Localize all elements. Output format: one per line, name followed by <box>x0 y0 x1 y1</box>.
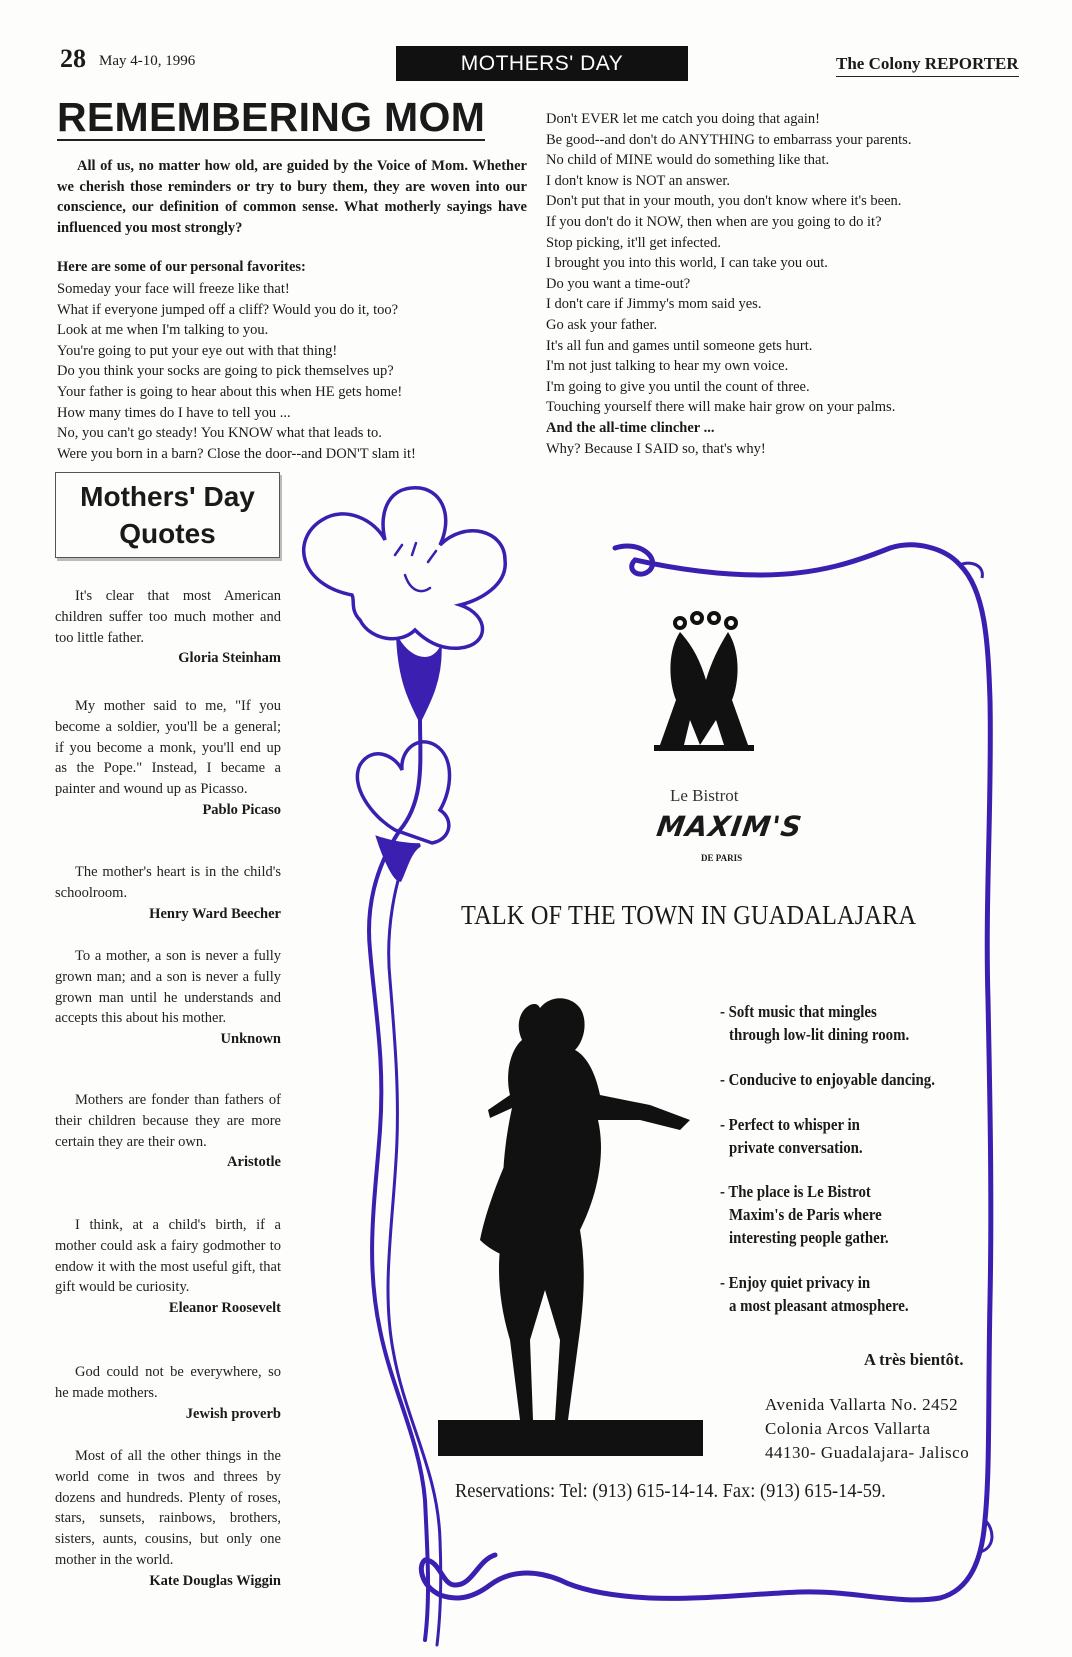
saying-item: Look at me when I'm talking to you. <box>57 322 269 339</box>
saying-item: What if everyone jumped off a cliff? Would you do it, too? <box>57 301 399 318</box>
flower-bud-lower <box>378 838 420 880</box>
saying-item: Don't EVER let me catch you doing that again! <box>546 111 821 127</box>
clincher-saying: Why? Because I SAID so, that's why! <box>546 440 766 457</box>
saying-item: Were you born in a barn? Close the door--and DON'T slam it! <box>57 445 416 462</box>
saying-item: I brought you into this world, I can take you out. <box>546 255 828 272</box>
quote-text: Most of all the other things in the world come in twos and threes by dozens and hundreds. Plenty of roses, stars, sunsets, rainbows, brothers, sisters, aunts, cousins, but only one mother in the world. <box>55 1448 281 1568</box>
quote-author: Unknown <box>220 1031 281 1048</box>
newspaper-name: The Colony REPORTER <box>836 54 1019 77</box>
clincher-heading: And the all-time clincher ... <box>546 419 715 436</box>
saying-item: Stop picking, it'll get infected. <box>546 234 721 251</box>
saying-item: Be good--and don't do ANYTHING to embarrass your parents. <box>546 131 912 148</box>
saying-item: I don't care if Jimmy's mom said yes. <box>546 296 762 313</box>
ad-feature-line: Maxim's de Paris where <box>729 1205 882 1224</box>
saying-item: No, you can't go steady! You KNOW what that leads to. <box>57 425 382 442</box>
ad-tagline: TALK OF THE TOWN IN GUADALAJARA <box>461 900 917 930</box>
saying-item: Your father is going to hear about this when HE gets home! <box>57 383 403 400</box>
ad-feature-line: private conversation. <box>729 1138 863 1157</box>
address-line: 44130- Guadalajara- Jalisco <box>765 1443 970 1462</box>
ad-signoff: A très bientôt. <box>864 1350 964 1369</box>
saying-item: Go ask your father. <box>546 316 658 333</box>
article-headline: REMEMBERING MOM <box>57 94 486 140</box>
address-line: Avenida Vallarta No. 2452 <box>765 1395 959 1414</box>
quote-author: Aristotle <box>227 1154 281 1171</box>
ad-feature-item <box>720 1180 889 1249</box>
ad-feature-line: - Conducive to enjoyable dancing. <box>720 1070 935 1089</box>
ad-feature-line: interesting people gather. <box>729 1228 889 1247</box>
page-number: 28 <box>60 44 86 73</box>
ad-feature-line: - Soft music that mingles <box>720 1002 877 1021</box>
quote-text: My mother said to me, "If you become a soldier, you'll be a general; if you become a monk, you'll end up as the Pope." Instead, I became a painter and wound up as Picasso. <box>55 698 281 798</box>
quote-text: It's clear that most American children suffer too much mother and too little father. <box>55 588 281 646</box>
ad-feature-line: a most pleasant atmosphere. <box>729 1296 909 1315</box>
saying-item: Don't put that in your mouth, you don't know where it's been. <box>546 193 902 210</box>
quote-author: Henry Ward Beecher <box>149 905 281 922</box>
quotes-title-line1: Mothers' Day <box>80 481 255 512</box>
quote-author: Jewish proverb <box>185 1405 281 1422</box>
saying-item: I'm not just talking to hear my own voice. <box>546 358 789 375</box>
quote-text: The mother's heart is in the child's schoolroom. <box>55 864 281 901</box>
saying-item: Touching yourself there will make hair grow on your palms. <box>546 399 896 416</box>
ad-brand-subtitle: DE PARIS <box>701 853 743 863</box>
quote-text: Mothers are fonder than fathers of their children because they are more certain they are their own. <box>55 1092 281 1150</box>
quote-author: Kate Douglas Wiggin <box>149 1572 281 1589</box>
saying-item: If you don't do it NOW, then when are you going to do it? <box>546 213 882 230</box>
favorites-heading: Here are some of our personal favorites: <box>57 259 306 275</box>
dancing-couple-silhouette <box>438 998 703 1456</box>
ad-address <box>765 1393 969 1465</box>
maxims-logo-icon <box>654 611 754 751</box>
quote-text: To a mother, a son is never a fully grown man; and a son is never a fully grown man until he understands and accepts this about his mother. <box>55 948 281 1027</box>
address-line: Colonia Arcos Vallarta <box>765 1419 931 1438</box>
flower-stem-2 <box>388 845 441 1645</box>
quote-author: Eleanor Roosevelt <box>168 1300 281 1317</box>
ad-reservations: Reservations: Tel: (913) 615-14-14. Fax: (913) 615-14-59. <box>455 1480 886 1502</box>
quotes-title-line2: Quotes <box>119 518 216 549</box>
ad-feature-line: - Perfect to whisper in <box>720 1115 860 1134</box>
saying-item: I don't know is NOT an answer. <box>546 172 730 189</box>
ad-feature-item <box>720 1068 935 1091</box>
section-banner: MOTHERS' DAY <box>396 46 688 81</box>
ad-feature-item <box>720 1000 909 1046</box>
ad-feature-item <box>720 1113 863 1159</box>
ad-feature-line: - The place is Le Bistrot <box>720 1182 871 1201</box>
saying-item: You're going to put your eye out with that thing! <box>57 342 338 359</box>
flower-bud-top <box>398 640 440 720</box>
saying-item: Someday your face will freeze like that! <box>57 281 290 297</box>
iris-flower-illustration <box>304 488 506 1645</box>
article-intro: All of us, no matter how old, are guided by the Voice of Mom. Whether we cherish those reminders or try to bury them, they are woven into our conscience, our definition of common sense. What motherly sayings have influenced you most strongly? <box>57 158 527 236</box>
saying-item: No child of MINE would do something like that. <box>546 152 830 169</box>
saying-item: I'm going to give you until the count of three. <box>546 378 810 395</box>
saying-item: It's all fun and games until someone gets hurt. <box>546 337 813 354</box>
flower-petals <box>304 488 506 649</box>
ad-bistro-label: Le Bistrot <box>670 786 739 805</box>
issue-date: May 4-10, 1996 <box>99 53 196 69</box>
ad-feature-item <box>720 1271 909 1317</box>
saying-item: Do you want a time-out? <box>546 275 691 292</box>
quote-text: God could not be everywhere, so he made mothers. <box>55 1364 281 1401</box>
ad-feature-line: - Enjoy quiet privacy in <box>720 1273 871 1292</box>
quote-author: Gloria Steinham <box>178 650 281 667</box>
quote-text: I think, at a child's birth, if a mother could ask a fairy godmother to endow it with the most useful gift, that gift would be curiosity. <box>55 1217 281 1296</box>
ad-feature-line: through low-lit dining room. <box>729 1025 910 1044</box>
ad-brand-logo-text: MAXIM'S <box>654 810 805 843</box>
saying-item: Do you think your socks are going to pick themselves up? <box>57 363 394 380</box>
quote-author: Pablo Picaso <box>202 801 281 818</box>
saying-item: How many times do I have to tell you ... <box>57 404 291 421</box>
